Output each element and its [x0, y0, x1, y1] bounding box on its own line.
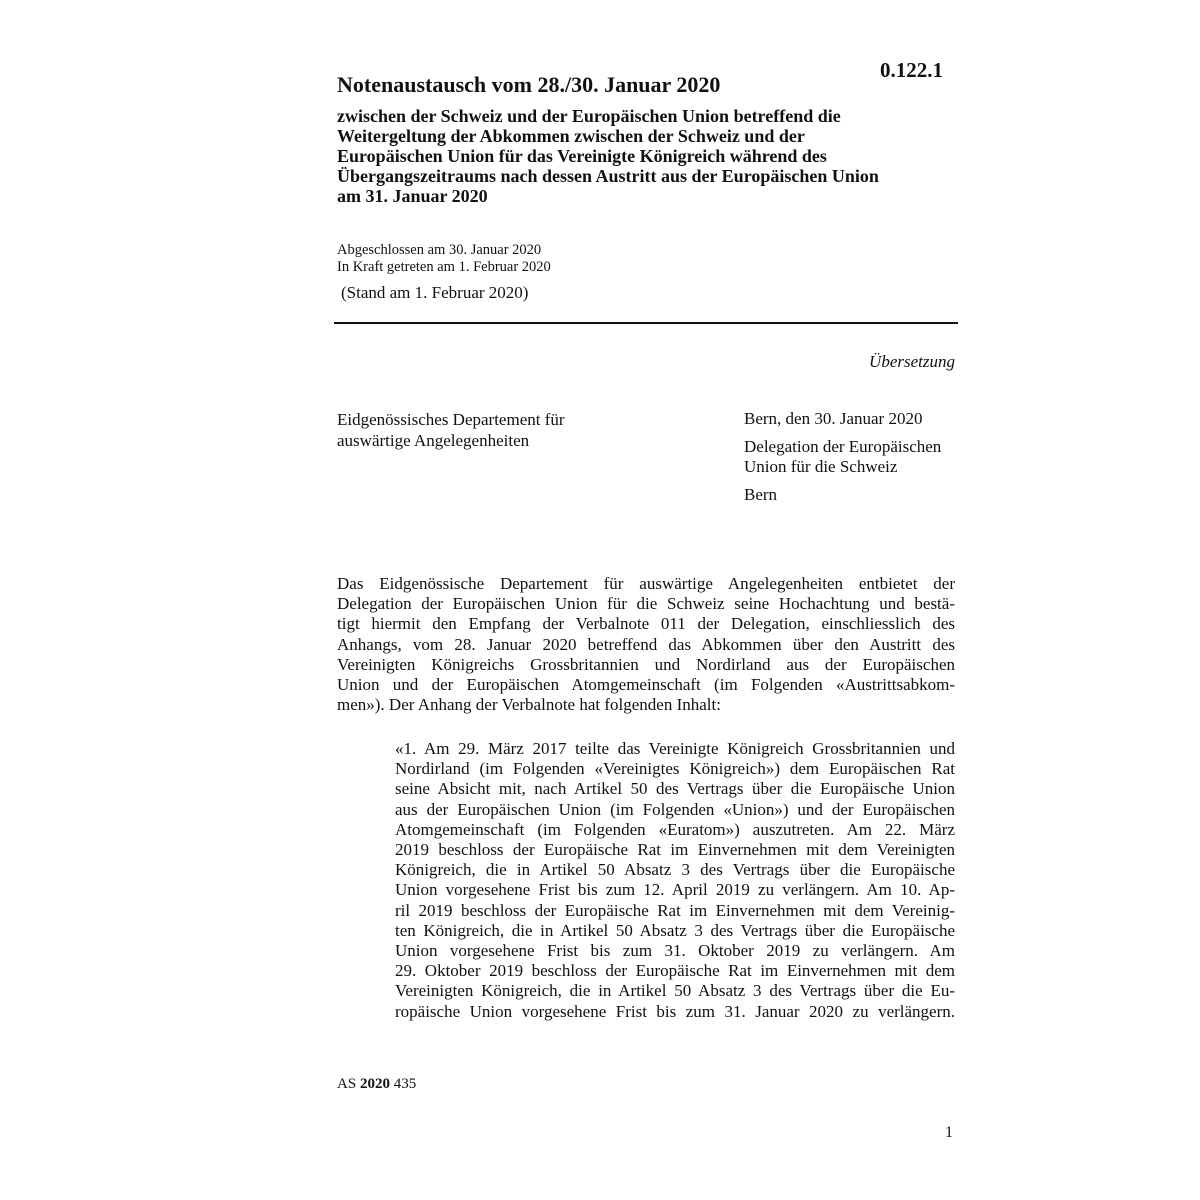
page-number: 1	[945, 1124, 953, 1141]
body-line: Das Eidgenössische Departement für auswärtige Angelegenheiten entbietet der	[337, 574, 955, 593]
body-line: tigt hiermit den Empfang der Verbalnote 011 der Delegation, einschliesslich des	[337, 614, 955, 634]
recipient-block	[744, 409, 941, 505]
concluded-date: Abgeschlossen am 30. Januar 2020	[337, 242, 542, 258]
translation-note: Übersetzung	[869, 352, 955, 371]
document-title: Notenaustausch vom 28./30. Januar 2020	[337, 72, 721, 97]
quote-line: Atomgemeinschaft (im Folgenden «Euratom») auszutreten. Am 22. März	[395, 819, 955, 839]
document-metadata	[337, 242, 551, 276]
quoted-annex-paragraph	[395, 739, 955, 1022]
sender-block	[337, 409, 565, 451]
as-prefix: AS	[337, 1076, 357, 1092]
subtitle-line: Europäischen Union für das Vereinigte Königreich während des	[337, 146, 827, 166]
sender-line: auswärtige Angelegenheiten	[337, 431, 530, 450]
recipient-line: Union für die Schweiz	[744, 457, 898, 476]
body-line: Vereinigten Königreichs Grossbritannien und Nordirland aus der Europäischen	[337, 654, 955, 674]
recipient-city: Bern	[744, 485, 778, 504]
body-line: Delegation der Europäischen Union für die Schweiz seine Hochachtung und bestä-	[337, 594, 955, 614]
subtitle-line: zwischen der Schweiz und der Europäischen Union betreffend die	[337, 106, 841, 126]
in-force-date: In Kraft getreten am 1. Februar 2020	[337, 259, 551, 275]
sr-number: 0.122.1	[880, 58, 943, 82]
quote-line: aus der Europäischen Union (im Folgenden «Union») und der Europäischen	[395, 799, 955, 819]
quote-line: Union vorgesehene Frist bis zum 31. Oktober 2019 zu verlängern. Am	[395, 941, 955, 961]
quote-line: Königreich, die in Artikel 50 Absatz 3 des Vertrags über die Europäische	[395, 860, 955, 880]
body-line: men»). Der Anhang der Verbalnote hat folgenden Inhalt:	[337, 695, 721, 715]
as-page: 435	[393, 1076, 417, 1092]
official-compilation-reference	[337, 1076, 416, 1093]
body-paragraph	[337, 574, 955, 715]
as-year: 2020	[359, 1076, 390, 1092]
quote-line: ten Königreich, die in Artikel 50 Absatz 3 des Vertrags über die Europäische	[395, 920, 955, 940]
body-line: Anhangs, vom 28. Januar 2020 betreffend das Abkommen über den Austritt des	[337, 634, 955, 654]
quote-line: 29. Oktober 2019 beschloss der Europäische Rat im Einvernehmen mit dem	[395, 961, 955, 981]
quote-line: «1. Am 29. März 2017 teilte das Vereinigte Königreich Grossbritannien und	[395, 739, 955, 758]
place-date: Bern, den 30. Januar 2020	[744, 409, 923, 428]
quote-line: 2019 beschloss der Europäische Rat im Einvernehmen mit dem Vereinigten	[395, 840, 955, 860]
quote-line: Vereinigten Königreich, die in Artikel 50 Absatz 3 des Vertrags über die Eu-	[395, 981, 955, 1001]
subtitle-line: am 31. Januar 2020	[337, 186, 488, 206]
quote-line: Nordirland (im Folgenden «Vereinigtes Königreich») dem Europäischen Rat	[395, 759, 955, 779]
quote-line: ril 2019 beschloss der Europäische Rat im Einvernehmen mit dem Vereinig-	[395, 900, 955, 920]
subtitle-line: Übergangszeitraums nach dessen Austritt aus der Europäischen Union	[337, 166, 879, 186]
document-subtitle	[337, 106, 967, 206]
subtitle-line: Weitergeltung der Abkommen zwischen der Schweiz und der	[337, 126, 805, 146]
sender-line: Eidgenössisches Departement für	[337, 410, 565, 429]
recipient-line: Delegation der Europäischen	[744, 437, 942, 456]
quote-line: ropäische Union vorgesehene Frist bis zum 31. Januar 2020 zu verlängern.	[395, 1001, 955, 1021]
status-date: (Stand am 1. Februar 2020)	[341, 283, 529, 302]
quote-line: Union vorgesehene Frist bis zum 12. April 2019 zu verlängern. Am 10. Ap-	[395, 880, 955, 900]
body-line: Union und der Europäischen Atomgemeinschaft (im Folgenden «Austrittsabkom-	[337, 675, 955, 695]
quote-line: seine Absicht mit, nach Artikel 50 des Vertrags über die Europäische Union	[395, 779, 955, 799]
header-divider	[334, 322, 958, 324]
